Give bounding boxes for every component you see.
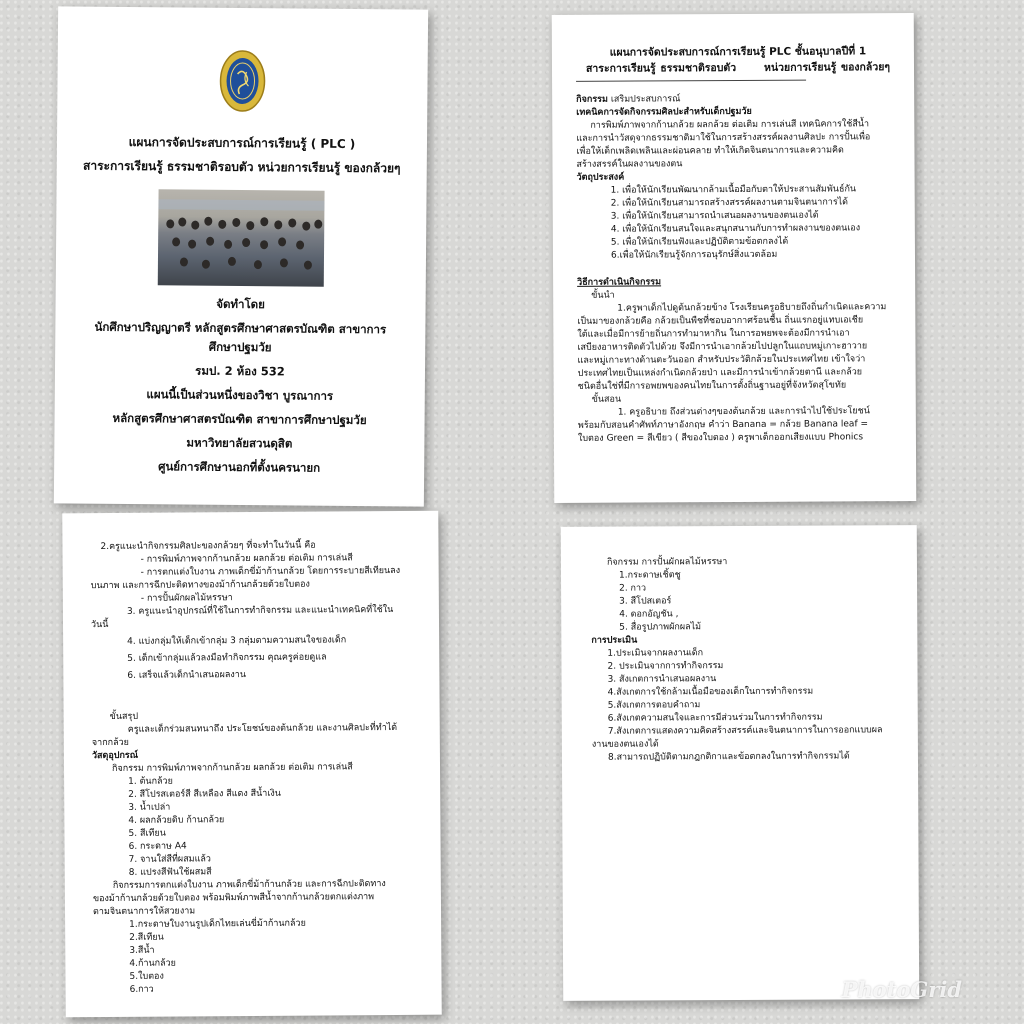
evaluation-item: 3. สังเกตการนำเสนอผลงาน [607, 674, 717, 685]
decor-item: 1.กระดาษใบงานรูปเด็กไทยเล่นขี่ม้าก้านกล้วย [129, 918, 306, 930]
summary-label: ขั้นสรุป [109, 711, 139, 722]
intro-para-line: ใต้และเมื่อมีการย้ายถิ่นการทำมาหากิน ในการอพยพจะต้องมีการนำเอา [577, 328, 850, 340]
evaluation-title: การประเมิน [591, 635, 638, 646]
clay-item: 1.กระดาษเชิ้ตชู [618, 570, 681, 581]
intro-para-line: และหมู่เกาะทางด้านตะวันออก สำหรับประวัติกล้วยในประเทศไทย เข้าใจว่า [577, 354, 866, 366]
teach-para-line: พร้อมกับสอนคำศัพท์ภาษาอังกฤษ คำว่า Banana = กล้วย Banana leaf = [577, 419, 869, 431]
evaluation-item: 8.สามารถปฏิบัติตามกฎกติกาและข้อตกลงในการทำกิจกรรมได้ [607, 751, 850, 763]
clay-item: 4. ดอกอัญชัน , [619, 609, 679, 620]
step3-cont: วันนี้ [90, 619, 109, 631]
plan-page-3 [561, 525, 919, 1001]
material-item: 1. ต้นกล้วย [128, 776, 173, 787]
group-photo [158, 189, 325, 286]
procedure-title: วิธีการดำเนินกิจกรรม [577, 277, 662, 288]
intro-line: สร้างสรรค์ในผลงานของตน [576, 159, 683, 170]
intro-line: การพิมพ์ภาพจากก้านกล้วย ผลกล้วย ต่อเติม การเล่นสี เทคนิคการใช้สีน้ำ [590, 119, 870, 131]
summary-cont: จากกล้วย [91, 737, 129, 749]
material-item: 4. ผลกล้วยดิบ ก้านกล้วย [128, 815, 225, 826]
intro-para-line: เป็นมาของกล้วยคือ กล้วยเป็นพืชที่ชอบอากาศร้อนชื้น ถิ่นแรกอยู่แทบเอเชีย [577, 315, 864, 327]
decor-item: 6.กาว [129, 984, 154, 995]
evaluation-cont: งานของตนเองได้ [591, 739, 659, 750]
step2-title: 2.ครูแนะนำกิจกรรมศิลปะของกล้วยๆ ที่จะทำในวันนี้ คือ [100, 540, 316, 553]
decor-item: 3.สีน้ำ [129, 945, 155, 956]
evaluation-item: 6.สังเกตความสนใจและการมีส่วนร่วมในการทำกิจกรรม [607, 712, 823, 724]
intro-line: เพื่อให้เด็กเพลิดเพลินและผ่อนคลาย ทำให้เกิดจินตนาการและความคิด [576, 145, 844, 157]
evaluation-item: 1.ประเมินจากผลงานเด็ก [607, 648, 704, 659]
intro-para-line: 1.ครูพาเด็กไปดูต้นกล้วยข้าง โรงเรียนครูอธิบายถึงถิ่นกำเนิดและความ [617, 302, 887, 314]
materials-activity: กิจกรรม การพิมพ์ภาพจากก้านกล้วย ผลกล้วย ต่อเติม การเล่นสี [111, 762, 353, 774]
objectives-title: วัตถุประสงค์ [576, 172, 625, 183]
objective-item: 2. เพื่อให้นักเรียนสามารถสร้างสรรค์ผลงานตามจินตนาการได้ [610, 197, 849, 209]
step2-cont: บนภาพ และการฉีกปะติดทางของม้าก้านกล้วยด้วยใบตอง [90, 579, 310, 592]
step3: 3. ครูแนะนำอุปกรณ์ที่ใช้ในการทำกิจกรรม และแนะนำเทคนิคที่ใช้ใน [126, 605, 394, 617]
step2-item: - การปั้นผักผลไม้หรรษา [140, 593, 233, 604]
material-item: 7. จานใส่สีที่ผสมแล้ว [128, 854, 212, 865]
summary-line: ครูและเด็กร่วมสนทนาถึง ประโยชน์ของต้นกล้วย และงานศิลปะที่ทำได้ [127, 722, 398, 735]
material-item: 8. แปรงสีฟันใช้ผสมสี [128, 867, 212, 878]
step-item: 5. เด็กเข้ากลุ่มแล้วลงมือทำกิจกรรม คุณครูค่อยดูแล [127, 652, 327, 664]
student-line2: ศึกษาปฐมวัย [208, 339, 272, 355]
clay-item: 3. สีโปสเตอร์ [619, 596, 672, 607]
plan-header-2: สาระการเรียนรู้ ธรรมชาติรอบตัว หน่วยการเรียนรู้ ของกล้วยๆ [585, 61, 891, 75]
objective-item: 4. เพื่อให้นักเรียนสนใจและสนุกสนานกับการทำผลงานของตนเอง [610, 223, 861, 235]
part-of-course: แผนนี้เป็นส่วนหนึ่งของวิชา บูรณาการ [146, 387, 334, 403]
objective-item: 1. เพื่อให้นักเรียนพัฒนากล้ามเนื้อมือกับตาให้ประสานสัมพันธ์กัน [610, 184, 857, 196]
intro-line: และการนำวัสดุจากธรรมชาติมาใช้ในการสร้างสรรค์ผลงานศิลปะ การปั้นเพื่อ [576, 132, 871, 144]
step-item: 6. เสร็จแล้วเด็กนำเสนอผลงาน [127, 670, 247, 681]
materials-title: วัสดุอุปกรณ์ [91, 750, 139, 762]
center-name: ศูนย์การศึกษานอกที่ตั้งนครนายก [158, 459, 321, 475]
objective-item: 6.เพื่อให้นักเรียนรู้จักการอนุรักษ์สิ่งแวดล้อม [610, 249, 778, 261]
decor-item: 2.สีเทียน [129, 932, 164, 943]
plan-page-1 [552, 13, 917, 503]
clay-item: 5. สื่อรูปภาพผักผลไม้ [619, 622, 702, 633]
intro-para-line: เสบียงอาหารติดตัวไปด้วย จึงมีการนำเอากล้วยไปปลูกในแถบหมู่เกาะฮาวาย [577, 341, 868, 353]
photogrid-watermark: PhotoGrid [841, 977, 962, 1002]
activity-value: เสริมประสบการณ์ [610, 94, 681, 105]
header-rule [576, 80, 806, 82]
plan-subtitle: สาระการเรียนรู้ ธรรมชาติรอบตัว หน่วยการเรียนรู้ ของกล้วยๆ [83, 158, 401, 176]
objective-item: 5. เพื่อให้นักเรียนฟังและปฏิบัติตามข้อตกลงได้ [610, 236, 789, 248]
evaluation-item: 4.สังเกตการใช้กล้ามเนื้อมือของเด็กในการทำกิจกรรม [607, 686, 814, 698]
decor-para-line: ตามจินตนาการให้สวยงาม [92, 906, 196, 918]
step2-item: - การพิมพ์ภาพจากก้านกล้วย ผลกล้วย ต่อเติม การเล่นสี [140, 553, 353, 565]
university-seal-logo [219, 50, 266, 112]
teach-para-line: ใบตอง Green = สีเขียว ( สีของใบตอง ) ครูพาเด็กออกเสียงแบบ Phonics [577, 432, 864, 444]
evaluation-item: 2. ประเมินจากการทำกิจกรรม [607, 661, 724, 672]
material-item: 3. น้ำเปล่า [128, 802, 171, 813]
evaluation-item: 7.สังเกตการแสดงความคิดสร้างสรรค์และจินตนาการในการออกแบบผล [607, 725, 883, 737]
decor-para-line: กิจกรรมการตกแต่งใบงาน ภาพเด็กขี่ม้าก้านกล้วย และการฉีกปะติดทาง [112, 879, 386, 891]
clay-item: 2. กาว [619, 583, 647, 594]
material-item: 5. สีเทียน [128, 828, 166, 839]
plan-page-2 [62, 511, 442, 1018]
evaluation-item: 5.สังเกตการตอบคำถาม [607, 700, 701, 711]
university-name: มหาวิทยาลัยสวนดุสิต [186, 435, 293, 451]
material-item: 2. สีโปรสเตอร์สี สีเหลือง สีแดง สีน้ำเงิน [128, 788, 281, 800]
technique-title: เทคนิคการจัดกิจกรรมศิลปะสำหรับเด็กปฐมวัย [576, 106, 752, 118]
decor-para-line: ของม้าก้านกล้วยด้วยใบตอง พร้อมพิมพ์ภาพสีน้ำจากก้านกล้วยตกแต่งภาพ [92, 892, 375, 905]
step-teach-label: ขั้นสอน [591, 394, 622, 405]
program-name: หลักสูตรศึกษาศาสตรบัณฑิต สาขาการศึกษาปฐมวัย [112, 410, 367, 428]
made-by-label: จัดทำโดย [216, 296, 265, 312]
cover-page [54, 6, 428, 506]
clay-activity: กิจกรรม การปั้นผักผลไม้หรรษา [606, 557, 728, 568]
step2-item: - การตกแต่งใบงาน ภาพเด็กขี่ม้าก้านกล้วย โดยการระบายสีเทียนลง [140, 565, 401, 578]
decor-item: 5.ใบตอง [129, 971, 164, 982]
activity-label: กิจกรรม [576, 94, 608, 105]
intro-para-line: ประเทศไทยเป็นแหล่งกำเนิดกล้วยป่า และมีการนำเข้ากล้วยตานี และกล้วย [577, 367, 863, 379]
group-room: รมป. 2 ห้อง 532 [195, 363, 285, 379]
objective-item: 3. เพื่อให้นักเรียนสามารถนำเสนอผลงานของตนเองได้ [610, 210, 819, 222]
teach-para-line: 1. ครูอธิบาย ถึงส่วนต่างๆของต้นกล้วย และการนำไปใช้ประโยชน์ [617, 406, 870, 418]
material-item: 6. กระดาษ A4 [128, 841, 187, 852]
step-item: 4. แบ่งกลุ่มให้เด็กเข้ากลุ่ม 3 กลุ่มตามความสนใจของเด็ก [127, 635, 347, 647]
student-line1: นักศึกษาปริญญาตรี หลักสูตรศึกษาศาสตรบัณฑิต สาขาการ [94, 319, 387, 337]
decor-item: 4.ก้านกล้วย [129, 958, 176, 969]
plan-title: แผนการจัดประสบการณ์การเรียนรู้ ( PLC ) [128, 135, 356, 151]
intro-para-line: ชนิดอื่นใช่ที่มีการอพยพของคนไทยในการตั้งถิ่นฐานอยู่ที่จังหวัดสุโขทัย [577, 380, 847, 392]
step-intro-label: ขั้นนำ [591, 290, 615, 301]
plan-header-1: แผนการจัดประสบการณ์การเรียนรู้ PLC ชั้นอนุบาลปีที่ 1 [609, 45, 867, 59]
